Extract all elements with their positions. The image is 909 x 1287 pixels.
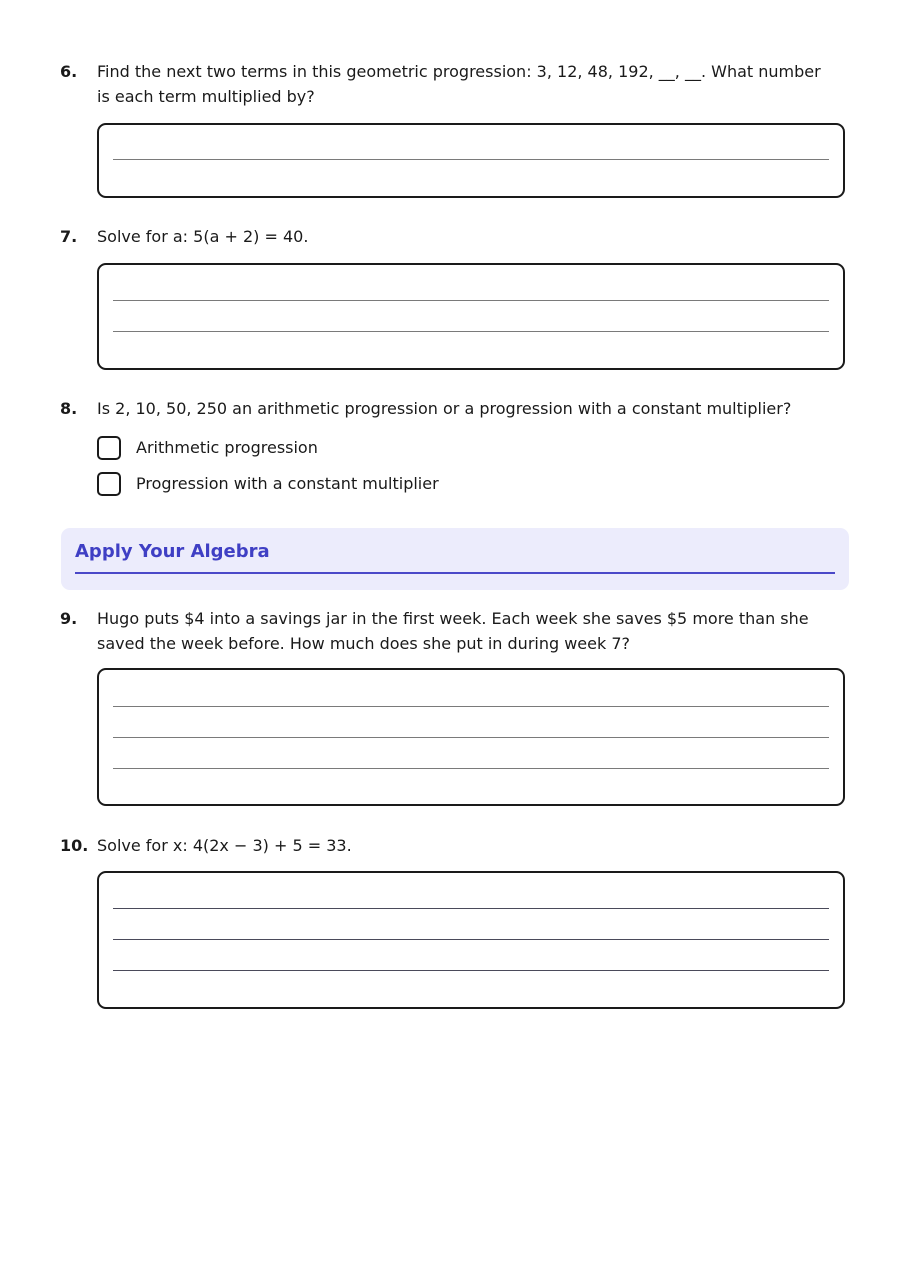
answer-line	[113, 970, 829, 971]
answer-box-7[interactable]	[97, 263, 845, 370]
answer-box-10[interactable]	[97, 871, 845, 1009]
question-text: Is 2, 10, 50, 250 an arithmetic progression or a progression with a constant multiplier?	[97, 399, 792, 418]
checkbox[interactable]	[97, 472, 121, 496]
section-banner	[61, 528, 849, 590]
question-10	[60, 833, 850, 859]
answer-line	[113, 939, 829, 940]
question-number: 10.	[60, 836, 89, 855]
question-text: Solve for a: 5(a + 2) = 40.	[97, 227, 309, 246]
question-9	[60, 606, 850, 658]
answer-line	[113, 300, 829, 301]
question-number: 6.	[60, 62, 78, 81]
question-number: 8.	[60, 399, 78, 418]
question-number: 9.	[60, 609, 78, 628]
answer-box-6[interactable]	[97, 123, 845, 198]
section-divider	[75, 572, 835, 574]
section-title: Apply Your Algebra	[75, 541, 270, 562]
option-label: Progression with a constant multiplier	[136, 474, 439, 493]
answer-line	[113, 331, 829, 332]
answer-box-9[interactable]	[97, 668, 845, 806]
question-number: 7.	[60, 227, 78, 246]
option-label: Arithmetic progression	[136, 438, 318, 457]
question-text: Hugo puts $4 into a savings jar in the first week. Each week she saves $5 more than she saved the week before. How much does she put in during week 7?	[97, 609, 809, 653]
question-text: Solve for x: 4(2x − 3) + 5 = 33.	[97, 836, 352, 855]
answer-line	[113, 706, 829, 707]
answer-line	[113, 159, 829, 160]
answer-line	[113, 908, 829, 909]
question-8	[60, 396, 850, 422]
question-6	[60, 59, 850, 111]
question-7	[60, 224, 850, 250]
answer-line	[113, 768, 829, 769]
checkbox[interactable]	[97, 436, 121, 460]
question-text: Find the next two terms in this geometric progression: 3, 12, 48, 192, __, __. What number is each term multiplied by?	[97, 62, 821, 106]
answer-line	[113, 737, 829, 738]
